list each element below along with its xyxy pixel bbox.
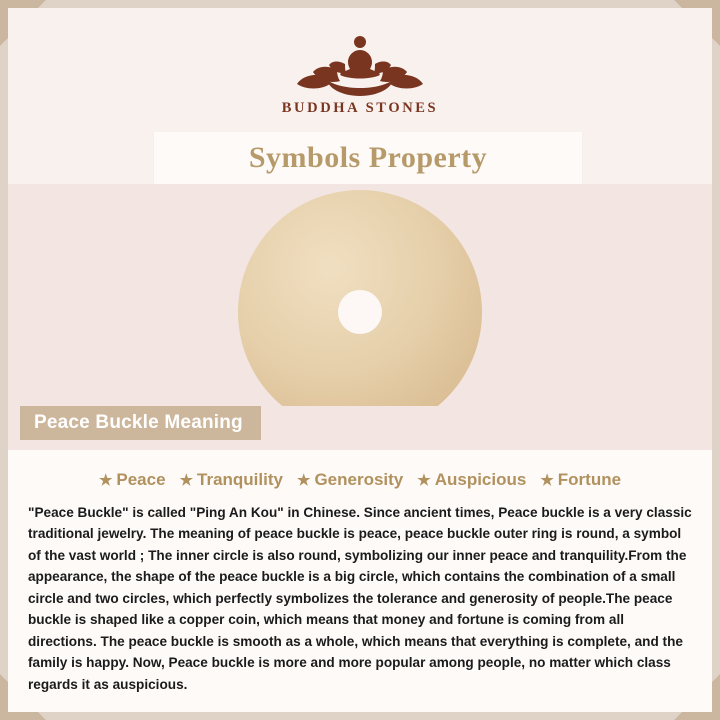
keyword-item bbox=[297, 470, 403, 490]
star-icon: ★ bbox=[540, 471, 554, 489]
keyword-item bbox=[540, 470, 621, 490]
star-icon: ★ bbox=[417, 471, 431, 489]
content-card bbox=[8, 8, 712, 712]
keyword-label: Tranquility bbox=[197, 470, 283, 489]
disc-center-hole bbox=[338, 290, 382, 334]
brand-name: BUDDHA STONES bbox=[281, 100, 439, 116]
star-icon: ★ bbox=[98, 471, 113, 489]
keyword-item bbox=[417, 470, 526, 490]
section-ribbon bbox=[20, 406, 261, 440]
keyword-label: Generosity bbox=[314, 470, 404, 489]
brand-logo bbox=[8, 8, 712, 117]
page-title: Symbols Property bbox=[248, 141, 488, 174]
header-band bbox=[8, 8, 712, 184]
keyword-item bbox=[99, 470, 166, 490]
section-heading-row bbox=[8, 406, 712, 450]
star-icon: ★ bbox=[296, 471, 311, 489]
keyword-label: Auspicious bbox=[434, 470, 527, 489]
page-title-banner bbox=[154, 132, 582, 184]
product-image-band bbox=[8, 184, 712, 406]
section-heading-label: Peace Buckle Meaning bbox=[34, 412, 243, 433]
keyword-label: Fortune bbox=[557, 470, 622, 489]
peace-buckle-disc-icon bbox=[238, 190, 482, 434]
lotus-meditation-icon bbox=[285, 30, 435, 96]
keyword-list bbox=[26, 470, 694, 490]
star-icon: ★ bbox=[179, 471, 194, 489]
keyword-label: Peace bbox=[116, 470, 166, 489]
keyword-item bbox=[180, 470, 283, 490]
description-text: "Peace Buckle" is called "Ping An Kou" in Chinese. Since ancient times, Peace buckle is a very classic traditional jewelry. The meaning of peace buckle is peace, peace buckle outer ring is round, a symbol of the vast world ; The inner circle is also round, symbolizing our inner peace and tranquility.From the appearance, the shape of the peace buckle is a big circle, which contains the combination of a small circle and two circles, which perfectly symbolizes the tolerance and generosity of people.The peace buckle is shaped like a copper coin, which means that money and fortune is coming from all directions. The peace buckle is smooth as a whole, which means that everything is complete, and the family is happy. Now, Peace buckle is more and more popular among people, no matter which class regards it as auspicious. bbox=[28, 505, 692, 692]
description-section bbox=[8, 450, 712, 712]
